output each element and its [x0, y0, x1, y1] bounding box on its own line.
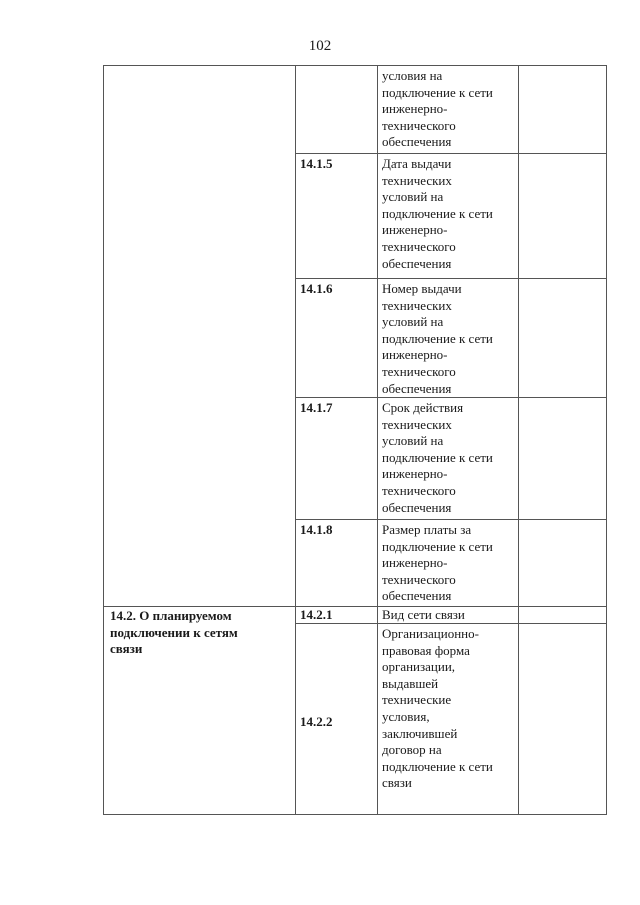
row-code: 14.1.8	[300, 522, 333, 537]
row-text: Размер платы за подключение к сети инженерно- технического обеспечения	[382, 522, 493, 604]
page-number: 102	[308, 38, 332, 54]
row-code: 14.1.7	[300, 400, 333, 415]
row-divider	[295, 153, 606, 154]
row-text: Вид сети связи	[382, 607, 465, 622]
column-divider	[518, 66, 519, 814]
row-code: 14.1.6	[300, 281, 333, 296]
column-divider	[295, 66, 296, 814]
row-code: 14.2.2	[300, 714, 333, 729]
row-text: Срок действия технических условий на подключение к сети инженерно- технического обеспечения	[382, 400, 493, 515]
row-text: Организационно- правовая форма организации, выдавшей технические условия, заключившей договор на подключение к сети связи	[382, 626, 493, 791]
row-text: условия на подключение к сети инженерно- технического обеспечения	[382, 68, 493, 150]
row-divider	[295, 519, 606, 520]
row-divider	[295, 278, 606, 279]
data-table	[103, 65, 607, 815]
column-divider	[377, 66, 378, 814]
row-code: 14.1.5	[300, 156, 333, 171]
row-text: Номер выдачи технических условий на подключение к сети инженерно- технического обеспечения	[382, 281, 493, 396]
row-text: Дата выдачи технических условий на подключение к сети инженерно- технического обеспечения	[382, 156, 493, 271]
row-code: 14.2.1	[300, 607, 333, 622]
row-divider	[104, 606, 606, 607]
section-title-14-2: 14.2. О планируемом подключении к сетям связи	[110, 608, 238, 657]
